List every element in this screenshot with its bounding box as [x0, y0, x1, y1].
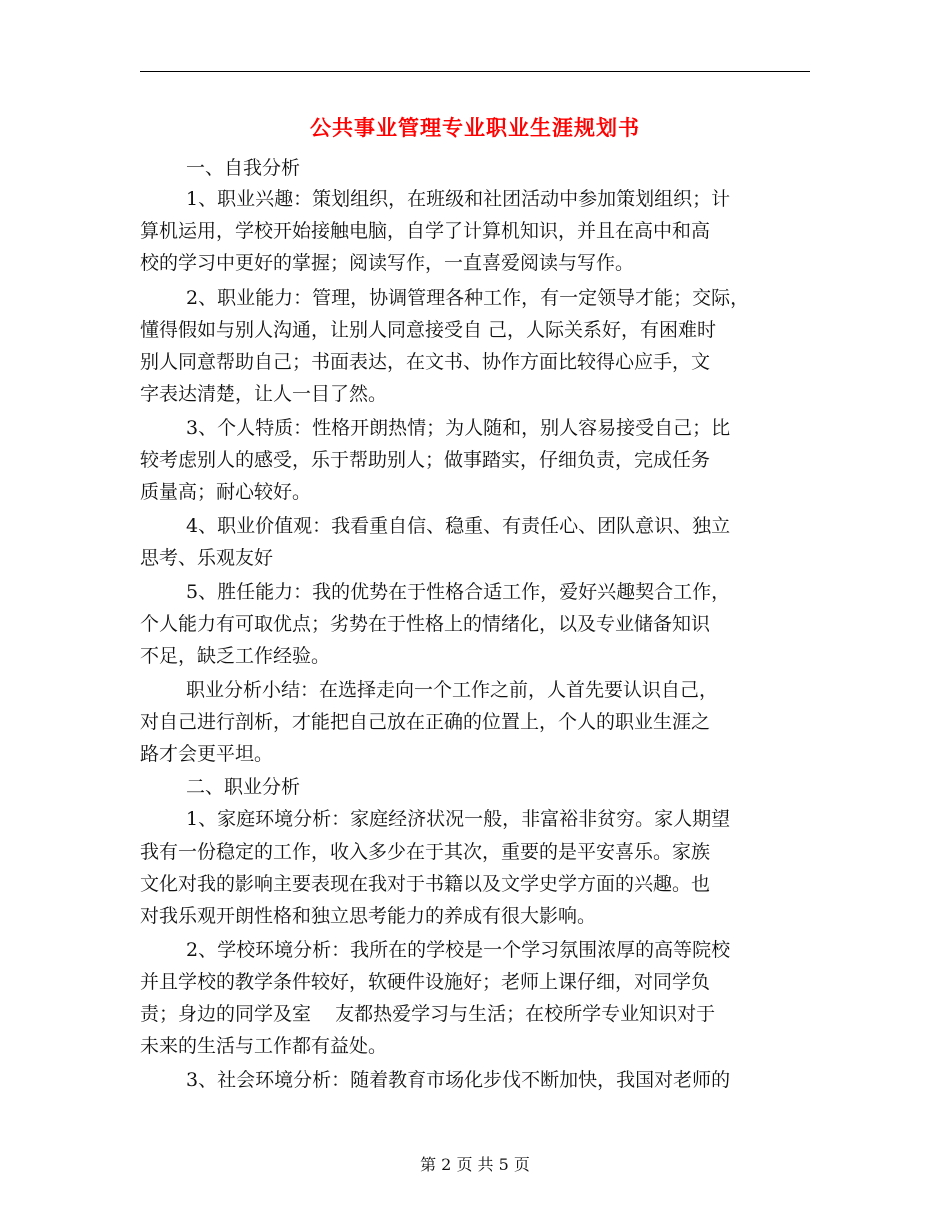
page-number-footer: 第 2 页 共 5 页	[420, 1155, 530, 1174]
paragraph-line: 3、个人特质：性格开朗热情；为人随和，别人容易接受自己；比	[186, 417, 731, 439]
paragraph-line: 4、职业价值观：我看重自信、稳重、有责任心、团队意识、独立	[186, 515, 731, 537]
paragraph-line: 5、胜任能力：我的优势在于性格合适工作，爱好兴趣契合工作，	[186, 581, 731, 603]
paragraph-line: 懂得假如与别人沟通，让别人同意接受自 己，人际关系好，有困难时	[140, 319, 717, 341]
paragraph-line: 2、学校环境分析：我所在的学校是一个学习氛围浓厚的高等院校	[186, 939, 731, 961]
paragraph-line: 个人能力有可取优点；劣势在于性格上的情绪化，以及专业储备知识	[140, 613, 711, 635]
paragraph-line: 未来的生活与工作都有益处。	[140, 1035, 388, 1057]
paragraph-line: 算机运用，学校开始接触电脑，自学了计算机知识，并且在高中和高	[140, 220, 711, 242]
paragraph-line: 较考虑别人的感受，乐于帮助别人；做事踏实，仔细负责，完成任务	[140, 449, 711, 471]
paragraph-line: 文化对我的影响主要表现在我对于书籍以及文学史学方面的兴趣。也	[140, 873, 711, 895]
paragraph-line: 我有一份稳定的工作，收入多少在于其次，重要的是平安喜乐。家族	[140, 841, 711, 863]
paragraph-line: 2、职业能力：管理，协调管理各种工作，有一定领导才能；交际，	[186, 287, 750, 309]
paragraph-line: 别人同意帮助自己；书面表达，在文书、协作方面比较得心应手，文	[140, 351, 711, 373]
paragraph-line: 责；身边的同学及室 友都热爱学习与生活；在校所学专业知识对于	[140, 1003, 716, 1025]
document-title: 公共事业管理专业职业生涯规划书	[310, 116, 640, 140]
header-rule	[140, 71, 810, 72]
paragraph-line: 思考、乐观友好	[140, 547, 274, 569]
paragraph-line: 校的学习中更好的掌握；阅读写作，一直喜爱阅读与写作。	[140, 252, 635, 274]
paragraph-line: 对自己进行剖析，才能把自己放在正确的位置上，个人的职业生涯之	[140, 711, 711, 733]
paragraph-line: 不足，缺乏工作经验。	[140, 645, 331, 667]
paragraph-line: 并且学校的教学条件较好，软硬件设施好；老师上课仔细，对同学负	[140, 971, 711, 993]
paragraph-line: 质量高；耐心较好。	[140, 481, 312, 503]
paragraph-line: 职业分析小结：在选择走向一个工作之前，人首先要认识自己，	[186, 679, 719, 701]
section-heading-self-analysis: 一、自我分析	[186, 157, 301, 179]
paragraph-line: 1、职业兴趣：策划组织，在班级和社团活动中参加策划组织；计	[186, 188, 731, 210]
paragraph-line: 3、社会环境分析：随着教育市场化步伐不断加快，我国对老师的	[186, 1069, 731, 1091]
paragraph-line: 1、家庭环境分析：家庭经济状况一般，非富裕非贫穷。家人期望	[186, 808, 731, 830]
section-heading-career-analysis: 二、职业分析	[186, 776, 301, 798]
paragraph-line: 对我乐观开朗性格和独立思考能力的养成有很大影响。	[140, 905, 597, 927]
paragraph-line: 路才会更平坦。	[140, 743, 274, 765]
paragraph-line: 字表达清楚，让人一目了然。	[140, 383, 388, 405]
